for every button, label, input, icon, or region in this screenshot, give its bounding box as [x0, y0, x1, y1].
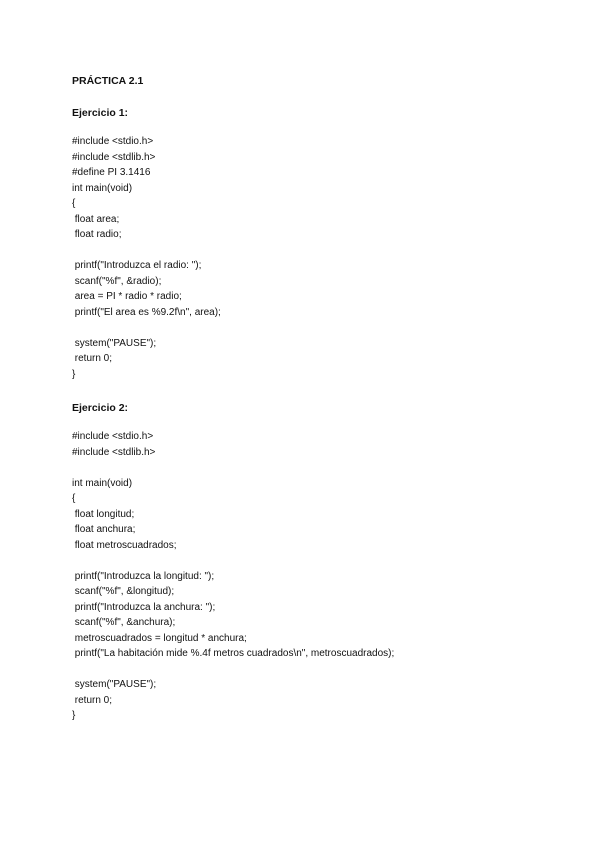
code-line: #include <stdlib.h> [72, 151, 156, 163]
code-line: metroscuadrados = longitud * anchura; [72, 632, 247, 644]
code-line: { [72, 198, 76, 209]
code-line: { [72, 493, 76, 504]
code-line: int main(void) [72, 182, 133, 194]
code-line: printf("Introduzca la anchura: "); [72, 601, 216, 613]
code-line: printf("Introduzca el radio: "); [72, 260, 202, 271]
code-line: float area; [72, 213, 120, 225]
exercise-1-code [72, 134, 572, 382]
code-line: return 0; [72, 694, 113, 706]
code-line: #include <stdio.h> [72, 136, 154, 147]
code-line: printf("Introduzca la longitud: "); [72, 570, 215, 582]
code-line: printf("La habitación mide %.4f metros cuadrados\n", metroscuadrados); [72, 648, 395, 659]
code-line: return 0; [72, 353, 113, 364]
code-line: } [72, 710, 76, 721]
code-line [72, 662, 572, 678]
code-line [72, 320, 572, 336]
code-line: float anchura; [72, 524, 136, 535]
code-line: printf("El area es %9.2f\n", area); [72, 306, 221, 318]
code-line: scanf("%f", &radio); [72, 275, 162, 287]
code-line: system("PAUSE"); [72, 679, 157, 690]
code-line: float metroscuadrados; [72, 539, 177, 551]
code-line: int main(void) [72, 477, 133, 489]
code-line: float radio; [72, 229, 122, 240]
code-line: area = PI * radio * radio; [72, 291, 182, 302]
code-line [72, 460, 572, 476]
code-line: #include <stdio.h> [72, 431, 154, 442]
code-line [72, 243, 572, 259]
code-line: scanf("%f", &anchura); [72, 617, 176, 628]
exercise-2-heading: Ejercicio 2: [72, 402, 129, 414]
exercise-2-code [72, 429, 572, 724]
code-line: } [72, 368, 76, 380]
code-line: #define PI 3.1416 [72, 167, 151, 178]
code-line: scanf("%f", &longitud); [72, 586, 175, 597]
code-line [72, 553, 572, 569]
code-line: system("PAUSE"); [72, 337, 157, 349]
code-line: float longitud; [72, 508, 135, 520]
document-title: PRÁCTICA 2.1 [72, 75, 144, 87]
code-line: #include <stdlib.h> [72, 446, 156, 458]
exercise-1-heading: Ejercicio 1: [72, 107, 129, 119]
